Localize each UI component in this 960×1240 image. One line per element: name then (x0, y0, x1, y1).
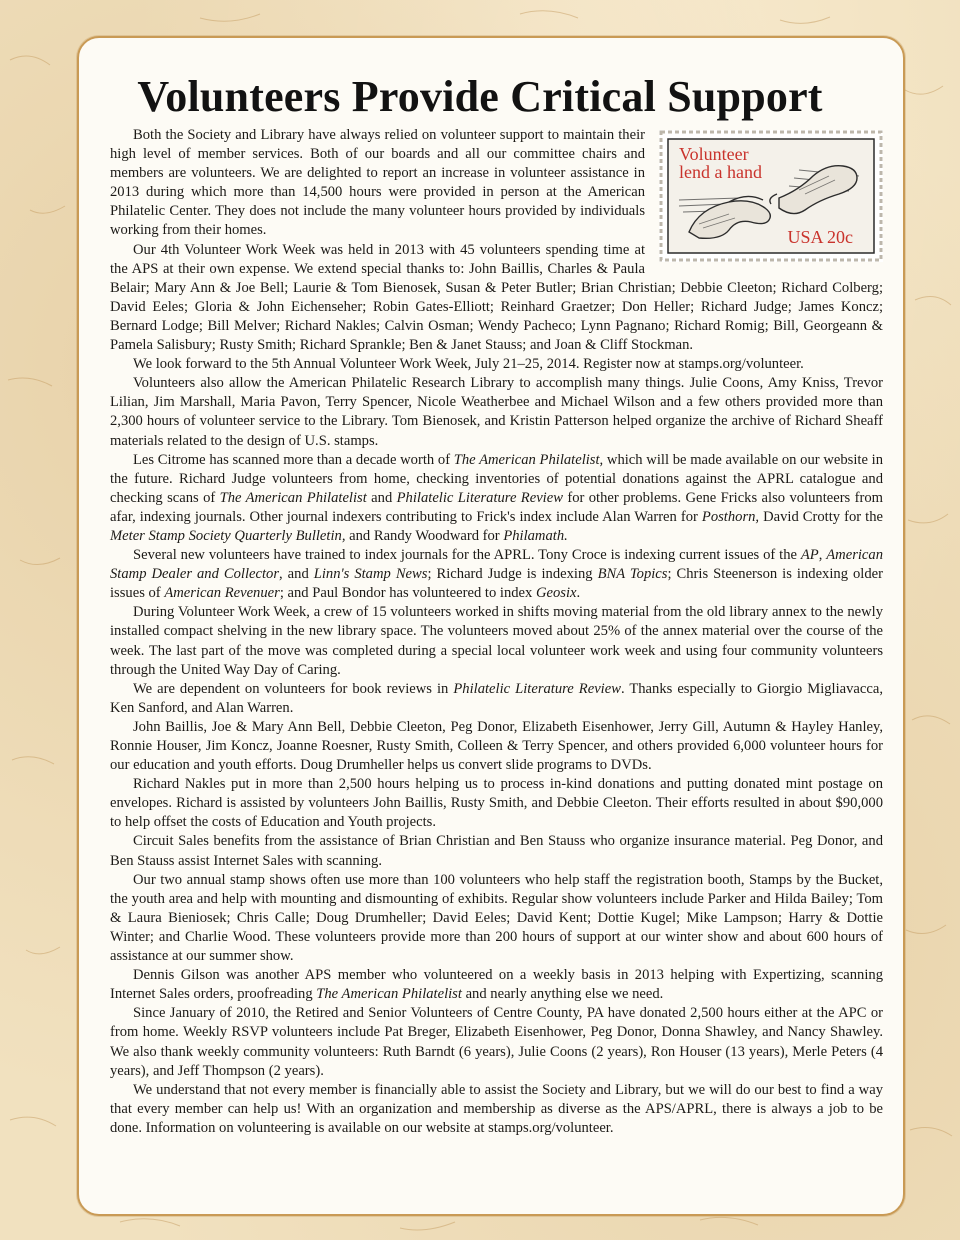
paragraph-text: which will be made available on our website in the future. Richard Judge volunteers from home, checking inventories of potential donations against the APRL catalogue and checking scans of (110, 451, 883, 506)
publication-title: The American Philatelist (316, 986, 462, 1003)
publication-title: Geosix (535, 585, 577, 602)
paragraph-text: Our 4th Volunteer Work Week was held in 2013 with 45 volunteers spending time at the APS at their own expense. We extend special thanks to: John Baillis, Charles & Paula Belair; Mary Ann & Joe Bell; Laurie & Tom Bienosek, Susan & Peter Butler; Brian Christian; Debbie Cleeton; Richard Colberg; David Eeles; Gloria & John Eichenseher; Robin Gates-Elliott; Reinhard Graetzer; Don Heller; Richard Judge; James Koncz; Bernard Lodge; Bill Melver; Richard Nakles; Calvin Osman; Wendy Pacheco; Lynn Pagnano; Richard Romig; Bill, Georgeann & Pamela Salisbury; Rusty Smith; Richard Sprankle; Ben & Janet Stauss; and Joan & Cliff Stockman. (110, 241, 883, 354)
publication-title: American Stamp Dealer and Collector (110, 547, 884, 583)
article-paragraphs (110, 126, 883, 1138)
article-paragraph (110, 1081, 883, 1138)
paragraph-text: and nearly anything else we need. (461, 986, 664, 1003)
publication-title: Linn's Stamp News (313, 566, 428, 583)
publication-title: AP (800, 547, 819, 564)
page-title: Volunteers Provide Critical Support (137, 72, 823, 121)
paragraph-text: During Volunteer Work Week, a crew of 15 volunteers worked in shifts moving material from the old library annex to the newly installed compact shelving in the new library space. The volunteers moved about 25% of the annex material over the course of the week. The last part of the move was completed during a special local volunteer work week and using four community volunteers through the United Way Day of Caring. (110, 604, 883, 678)
publication-title: Posthorn, (701, 508, 760, 525)
paragraph-text: Richard Nakles put in more than 2,500 hours helping us to process in-kind donations and putting donated mint postage on envelopes. Richard is assisted by volunteers John Baillis, Rusty Smith, and Debbie Cleeton. Their efforts resulted in about $90,000 to help offset the costs of Education and Youth projects. (110, 776, 883, 831)
paragraph-text: ; Chris Steenerson is indexing older issues of (110, 566, 883, 602)
volunteer-stamp-image (659, 130, 883, 262)
article-paragraph (110, 355, 883, 374)
paragraph-text: Since January of 2010, the Retired and Senior Volunteers of Centre County, PA have donated 2,500 hours either at the APC or from home. Weekly RSVP volunteers include Pat Breger, Elizabeth Eisenhower, Peg Donor, Donna Shawley, and Nancy Shawley. We also thank weekly community volunteers: Ruth Barndt (6 years), Julie Coons (2 years), Ron Houser (13 years), Merle Peters (4 years), and Jeff Thompson (2 years). (110, 1005, 883, 1079)
article-paragraph (110, 374, 883, 450)
paragraph-text: Circuit Sales benefits from the assistance of Brian Christian and Ben Stauss who organize insurance material. Peg Donor, and Ben Stauss assist Internet Sales with scanning. (110, 833, 883, 869)
paragraph-text: ; Richard Judge is indexing (427, 566, 598, 583)
paragraph-text: and Randy Woodward for (345, 527, 504, 544)
article-paragraph (110, 603, 883, 679)
paragraph-text: for other problems. Gene Fricks also volunteers from afar, indexing journals. Other journal indexers contributing to Frick's index include Alan Warren for (110, 489, 884, 525)
stamp-caption (679, 145, 789, 181)
paragraph-text: , (818, 547, 827, 564)
stamp-caption-line-2: lend a hand (679, 162, 762, 182)
paragraph-text: Volunteers also allow the American Philatelic Research Library to accomplish many things. Julie Coons, Amy Kniss, Trevor Lilian, Jim Marshall, Maria Pavon, Terry Spencer, Nicole Weatherbee and Michael Wilson and a few others provided more than 2,300 hours of volunteer service to the Library. Tom Bienosek, and Kristin Patterson helped organize the archive of Richard Sheaff materials related to the design of U.S. stamps. (110, 375, 883, 449)
paragraph-text: Dennis Gilson was another APS member who volunteered on a weekly basis in 2013 helping with Expertizing, scanning Internet Sales orders, proofreading (110, 967, 883, 1003)
publication-title: Philatelic Literature Review (453, 680, 621, 697)
article-paragraph (110, 1004, 883, 1080)
paragraph-text: Les Citrome has scanned more than a decade worth of (133, 451, 454, 468)
publication-title: Philatelic Literature Review (396, 489, 563, 506)
article-paragraph (110, 832, 883, 870)
publication-title: BNA Topics (597, 566, 668, 583)
paragraph-text: Our two annual stamp shows often use more than 100 volunteers who help staff the registration booth, Stamps by the Bucket, the youth area and help with mounting and dismounting of exhibits. Regular show volunteers include Parker and Hilda Bailey; Tom & Laura Bieniosek; Chris Calle; Doug Drumheller; David Eeles; David Kent; Dottie Kugel; Mike Lampson; Harry & Dottie Winter; and Charlie Wood. These volunteers provide more than 200 hours of support at our winter show and about 600 hours of assistance at our summer show. (110, 871, 883, 965)
stamp-denomination: USA 20c (787, 227, 853, 247)
paragraph-text: Several new volunteers have trained to index journals for the APRL. Tony Croce is indexing current issues of the (133, 547, 801, 564)
publication-title: The American Philatelist, (453, 451, 604, 468)
article-paragraph (110, 718, 883, 775)
article-paragraph (110, 546, 883, 603)
paragraph-text: Both the Society and Library have always relied on volunteer support to maintain their high level of member services. Both of our boards and all our committee chairs and members are volunteers. We are delighted to report an increase in volunteer assistance in 2013 during which more than 14,500 hours were provided in person at the American Philatelic Center. They does not include the many volunteer hours provided by individuals working from their homes. (110, 127, 645, 239)
publication-title: The American Philatelist (219, 489, 367, 506)
paragraph-text: ; and Paul Bondor has volunteered to index (279, 585, 536, 602)
article-paragraph (110, 775, 883, 832)
paragraph-text: . Thanks especially to Giorgio Migliavacca, Ken Sanford, and Alan Warren. (110, 680, 883, 716)
stamp-caption-line-1: Volunteer (679, 144, 749, 164)
article-paragraph (110, 680, 883, 718)
article-paragraph (110, 451, 883, 546)
paragraph-text: John Baillis, Joe & Mary Ann Bell, Debbie Cleeton, Peg Donor, Elizabeth Eisenhower, Jerry Gill, Autumn & Hayley Hanley, Ronnie Houser, Jim Koncz, Joanne Roesner, Rusty Smith, Colleen & Terry Spencer, and others provided 6,000 volunteer hours for our education and youth efforts. Doug Drumheller helps us convert slide programs to DVDs. (110, 718, 883, 774)
publication-title: American Revenuer (164, 585, 280, 602)
publication-title: Meter Stamp Society Quarterly Bulletin, (110, 527, 346, 544)
paragraph-text: We are dependent on volunteers for book reviews in (133, 680, 454, 697)
paragraph-text: We look forward to the 5th Annual Volunteer Work Week, July 21–25, 2014. Register now at stamps.org/volunteer. (133, 356, 804, 373)
article-paragraph (110, 966, 883, 1004)
paragraph-text: We understand that not every member is financially able to assist the Society and Library, but we will do our best to find a way that every member can help us! With an organization and membership as diverse as the APS/APRL, there is always a job to be done. Information on volunteering is available on our website at stamps.org/volunteer. (110, 1081, 883, 1136)
paragraph-text: , and (279, 566, 314, 583)
article-paragraph (110, 871, 883, 966)
paragraph-text: David Crotty for the (759, 508, 883, 525)
article-body (110, 126, 883, 1138)
paragraph-text: . (576, 585, 581, 602)
publication-title: Philamath. (503, 527, 568, 544)
paragraph-text: and (366, 489, 397, 506)
